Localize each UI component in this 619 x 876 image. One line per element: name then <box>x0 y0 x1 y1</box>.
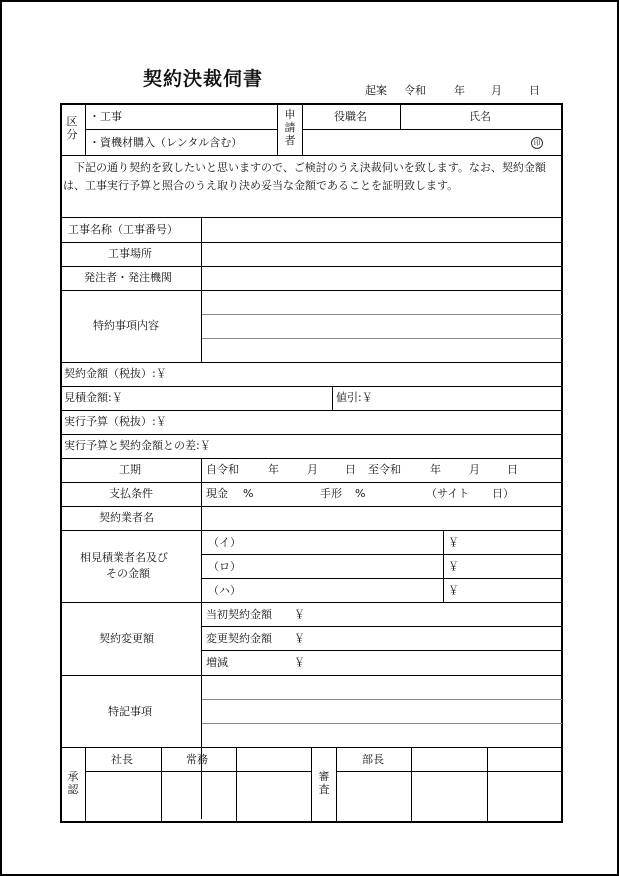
table-bottom-border <box>60 821 563 823</box>
grid-line <box>61 458 562 459</box>
period-month-2: 月 <box>469 463 480 476</box>
grid-line <box>61 482 562 483</box>
quote-label-line1: 相見積業者名及び <box>80 551 168 564</box>
grid-line <box>336 748 337 821</box>
review-label: 審 査 <box>318 770 330 796</box>
period-label: 工期 <box>119 463 141 476</box>
payment-site-open: （サイト <box>426 487 470 500</box>
grid-line <box>336 771 562 772</box>
draft-label: 起案 <box>365 84 387 97</box>
contract-amount-label: 契約金額（税抜）:￥ <box>64 367 167 380</box>
name-header: 氏名 <box>469 110 491 123</box>
grid-line <box>443 531 444 603</box>
grid-line <box>202 554 562 555</box>
period-year-1: 年 <box>268 463 279 476</box>
grid-line <box>61 410 562 411</box>
payment-cash-pct: % <box>243 487 254 500</box>
grid-line <box>61 386 562 387</box>
period-month-1: 月 <box>307 463 318 476</box>
grid-line <box>61 675 562 676</box>
grid-line <box>400 104 401 130</box>
budget-diff-label: 実行予算と契約金額との差:￥ <box>64 439 211 452</box>
grid-line <box>85 748 86 821</box>
change-row-yen: ￥ <box>294 632 305 645</box>
grid-line <box>85 771 311 772</box>
grid-line <box>61 217 562 218</box>
table-top-border <box>60 103 563 105</box>
payment-cash: 現金 <box>206 487 228 500</box>
grid-line <box>202 314 562 315</box>
grid-line <box>411 748 412 821</box>
grid-line <box>202 723 562 724</box>
approval-column-managing-director: 常務 <box>186 753 208 766</box>
remarks-label: 特記事項 <box>108 705 152 718</box>
payment-note-pct: % <box>355 487 366 500</box>
quote-row-yen: ￥ <box>448 560 459 573</box>
grid-line <box>61 434 562 435</box>
grid-line <box>277 104 278 156</box>
change-row-label: 当初契約金額 <box>206 608 272 621</box>
grid-line <box>61 602 562 603</box>
change-row-yen: ￥ <box>294 608 305 621</box>
period-from: 自令和 <box>206 463 239 476</box>
quote-row-label: （イ） <box>208 536 241 549</box>
grid-line <box>311 748 312 821</box>
grid-line <box>202 699 562 700</box>
draft-day: 日 <box>529 84 540 97</box>
draft-era: 令和 <box>404 84 426 97</box>
change-label: 契約変更額 <box>99 632 154 645</box>
change-row-label: 変更契約金額 <box>206 632 272 645</box>
review-column-manager: 部長 <box>362 753 384 766</box>
payment-note: 手形 <box>320 487 342 500</box>
project-name-label: 工事名称（工事番号） <box>68 223 178 236</box>
seal-icon: 印 <box>531 137 543 149</box>
contractor-label: 契約業者名 <box>99 511 154 524</box>
grid-line <box>201 218 202 362</box>
change-row-label: 増減 <box>206 656 228 669</box>
discount-label: 値引:￥ <box>336 391 373 404</box>
payment-site-close: 日） <box>492 487 514 500</box>
budget-label: 実行予算（税抜）:￥ <box>64 415 167 428</box>
period-day-2: 日 <box>507 463 518 476</box>
grid-line <box>85 104 86 156</box>
orderer-label: 発注者・発注機関 <box>84 271 172 284</box>
approval-column-president: 社長 <box>111 753 133 766</box>
grid-line <box>202 578 562 579</box>
special-contract-label: 特約事項内容 <box>93 319 159 332</box>
grid-line <box>332 387 333 410</box>
applicant-label: 申 請 者 <box>284 108 296 147</box>
quote-row-yen: ￥ <box>448 536 459 549</box>
grid-line <box>202 626 562 627</box>
quote-row-yen: ￥ <box>448 584 459 597</box>
draft-year: 年 <box>454 84 465 97</box>
period-year-2: 年 <box>430 463 441 476</box>
grid-line <box>302 129 562 130</box>
grid-line <box>302 104 303 156</box>
grid-line <box>61 242 562 243</box>
grid-line <box>161 748 162 821</box>
page-title: 契約決裁伺書 <box>143 68 264 90</box>
table-left-border <box>60 103 62 823</box>
grid-line <box>487 748 488 821</box>
period-day-1: 日 <box>345 463 356 476</box>
grid-line <box>236 748 237 821</box>
grid-line <box>202 338 562 339</box>
grid-line <box>61 266 562 267</box>
period-to: 至令和 <box>368 463 401 476</box>
quote-label-line2: その金額 <box>106 567 150 580</box>
draft-month: 月 <box>491 84 502 97</box>
quote-row-label: （ロ） <box>208 560 241 573</box>
grid-line <box>202 650 562 651</box>
grid-line <box>61 506 562 507</box>
section-option-materials: ・資機材購入（レンタル含む） <box>89 136 243 149</box>
approval-label: 承 認 <box>67 770 79 796</box>
table-right-border <box>561 103 563 823</box>
change-row-yen: ￥ <box>294 656 305 669</box>
estimate-amount-label: 見積金額:￥ <box>64 391 123 404</box>
grid-line <box>61 290 562 291</box>
quote-row-label: （ハ） <box>208 584 241 597</box>
project-location-label: 工事場所 <box>108 247 152 260</box>
payment-label: 支払条件 <box>109 487 153 500</box>
grid-line <box>61 362 562 363</box>
grid-line <box>61 530 562 531</box>
position-header: 役職名 <box>334 110 367 123</box>
section-option-construction: ・工事 <box>89 110 122 123</box>
grid-line <box>85 129 277 130</box>
section-label: 区 分 <box>66 115 78 141</box>
notice-text: 下記の通り契約を致したいと思いますので、ご検討のうえ決裁伺いを致します。なお、契約金額は、工事実行予算と照合のうえ取り決め妥当な金額であることを証明致します。 <box>63 161 546 192</box>
grid-line <box>61 155 562 156</box>
